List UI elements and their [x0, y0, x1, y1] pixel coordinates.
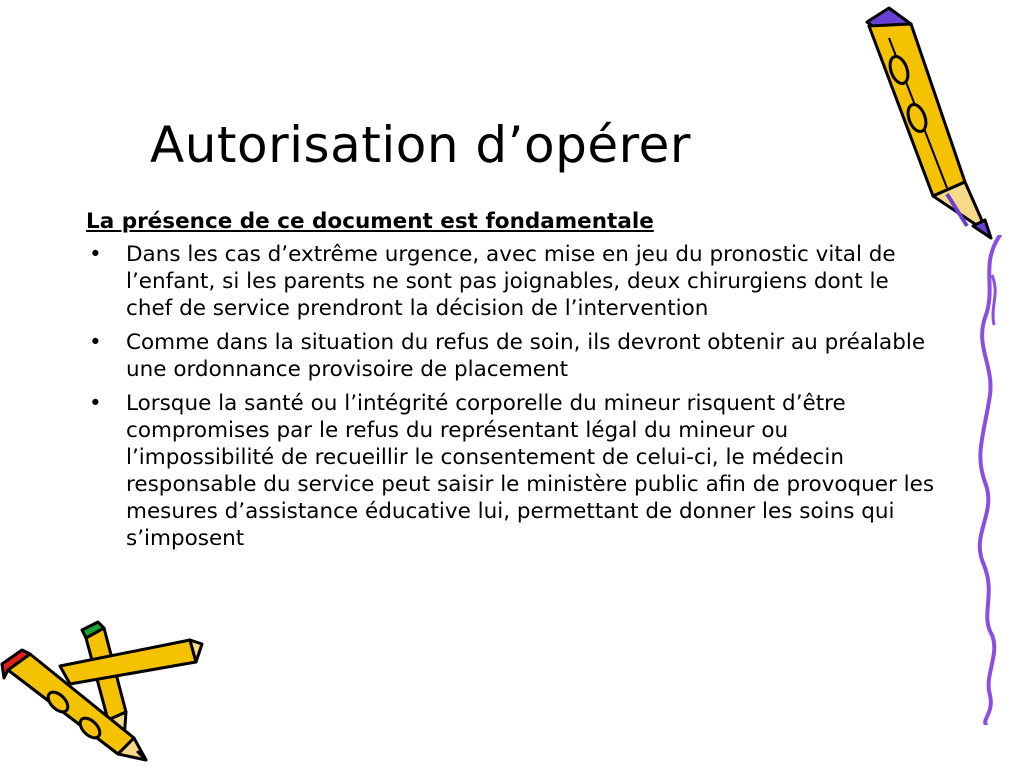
bullet-list [86, 241, 936, 552]
bullet-text: Lorsque la santé ou l’intégrité corporelle du mineur risquent d’être compromises par le refus du représentant légal du mineur ou l’impossibilité de recueillir le consentement de celui-ci, le médecin responsable du service peut saisir le ministère public afin de provoquer les mesures d’assistance éducative lui, permettant de donner les soins qui s’imposent [126, 391, 935, 551]
bullet-item [86, 329, 936, 383]
subheading: La présence de ce document est fondamentale [86, 209, 654, 234]
bullet-text: Dans les cas d’extrême urgence, avec mise en jeu du pronostic vital de l’enfant, si les parents ne sont pas joignables, deux chirurgiens dont le chef de service prendront la décision de l’intervention [126, 242, 896, 321]
bullet-marker: • [89, 242, 102, 267]
slide-body [86, 208, 936, 559]
bullet-item [86, 390, 936, 552]
pencils-icon [0, 620, 210, 765]
bullet-text: Comme dans la situation du refus de soin, ils devront obtenir au préalable une ordonnance provisoire de placement [126, 330, 926, 382]
scribble-line [960, 235, 1020, 725]
bullet-marker: • [89, 330, 102, 355]
slide-title: Autorisation d’opérer [150, 116, 691, 174]
bullet-marker: • [89, 391, 102, 416]
bullet-item [86, 241, 936, 322]
